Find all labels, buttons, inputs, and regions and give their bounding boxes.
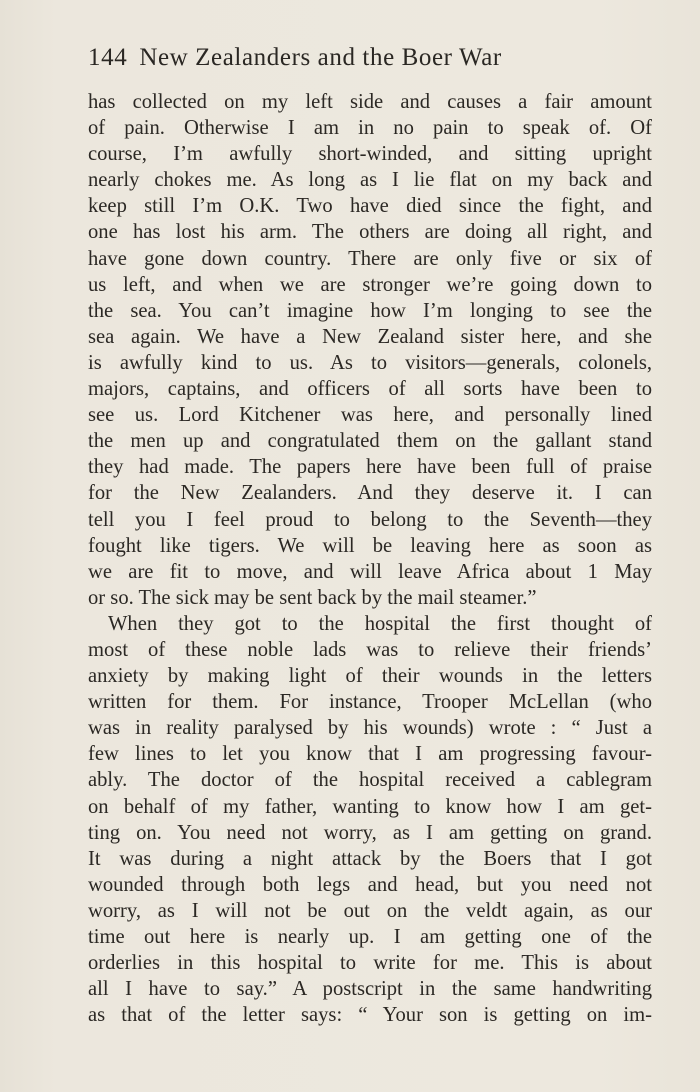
text-line: have gone down country. There are only five or six of [88, 247, 652, 270]
text-line: is awfully kind to us. As to visitors—generals, colonels, [88, 351, 652, 374]
text-line: they had made. The papers here have been full of praise [88, 456, 652, 479]
text-line: orderlies in this hospital to write for me. This is about [88, 952, 652, 975]
text-line: majors, captains, and officers of all sorts have been to [88, 378, 652, 401]
text-line: worry, as I will not be out on the veldt again, as our [88, 899, 652, 922]
text-line: written for them. For instance, Trooper McLellan (who [88, 691, 652, 714]
text-line: see us. Lord Kitchener was here, and personally lined [88, 404, 652, 427]
text-line: as that of the letter says: “ Your son is getting on im- [88, 1004, 652, 1027]
text-line: one has lost his arm. The others are doing all right, and [88, 221, 652, 244]
body-text [88, 89, 652, 1028]
text-line: the sea. You can’t imagine how I’m longing to see the [88, 299, 652, 322]
text-line: all I have to say.” A postscript in the same handwriting [88, 978, 652, 1001]
text-line: When they got to the hospital the first thought of [108, 612, 652, 635]
text-line: fought like tigers. We will be leaving here as soon as [88, 534, 652, 557]
text-line: was in reality paralysed by his wounds) wrote : “ Just a [88, 717, 652, 740]
text-line: ting on. You need not worry, as I am getting on grand. [88, 821, 652, 844]
text-line: sea again. We have a New Zealand sister here, and she [88, 325, 652, 348]
text-line: few lines to let you know that I am progressing favour- [88, 743, 652, 766]
page-number: 144 [88, 44, 128, 71]
text-line: or so. The sick may be sent back by the mail steamer.” [88, 586, 537, 609]
text-line: anxiety by making light of their wounds in the letters [88, 665, 652, 688]
text-line: us left, and when we are stronger we’re going down to [88, 273, 652, 296]
text-line: we are fit to move, and will leave Africa about 1 May [88, 560, 652, 583]
text-line: time out here is nearly up. I am getting one of the [88, 926, 652, 948]
text-line: on behalf of my father, wanting to know how I am get- [88, 795, 652, 818]
running-header [88, 44, 628, 72]
text-line: It was during a night attack by the Boers that I got [88, 847, 652, 870]
text-line: ably. The doctor of the hospital received a cablegram [88, 769, 652, 792]
text-line: the men up and congratulated them on the gallant stand [88, 430, 652, 453]
text-line: of pain. Otherwise I am in no pain to speak of. Of [88, 117, 652, 140]
text-line: nearly chokes me. As long as I lie flat on my back and [88, 169, 652, 192]
text-line: tell you I feel proud to belong to the Seventh—they [88, 508, 652, 531]
text-line: wounded through both legs and head, but you need not [88, 873, 652, 896]
text-line: for the New Zealanders. And they deserve it. I can [88, 482, 652, 505]
text-line: keep still I’m O.K. Two have died since the fight, and [88, 195, 652, 218]
running-title: New Zealanders and the Boer War [139, 44, 502, 71]
text-line: most of these noble lads was to relieve their friends’ [88, 638, 652, 661]
text-line: has collected on my left side and causes a fair amount [88, 91, 652, 113]
text-line: course, I’m awfully short-winded, and sitting upright [88, 143, 652, 166]
